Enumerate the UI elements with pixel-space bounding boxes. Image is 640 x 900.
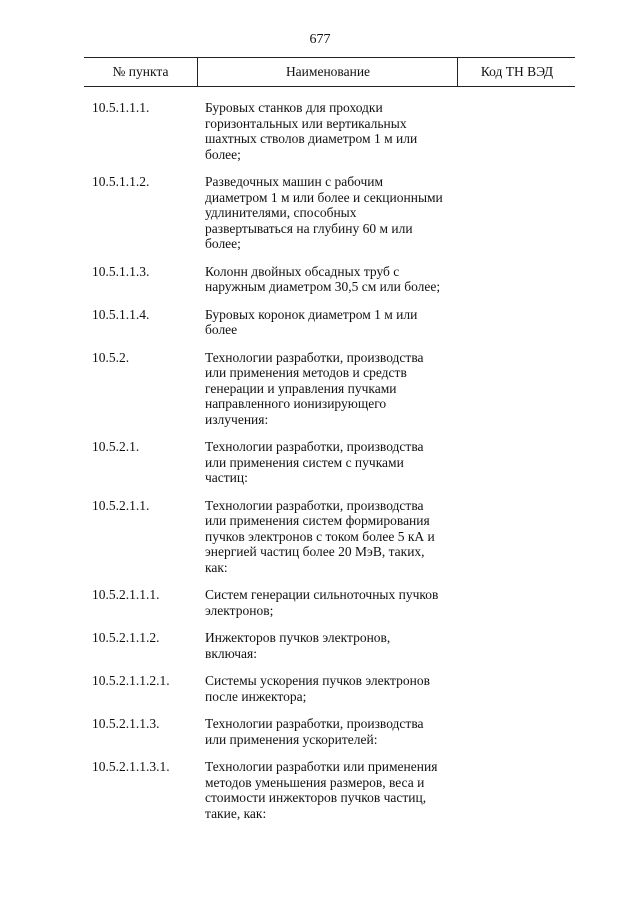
table-row	[0, 716, 640, 747]
row-name: Технологии разработки или применения методов уменьшения размеров, веса и стоимости инжекторов пучков частиц, такие, как:	[205, 759, 438, 821]
row-number: 10.5.2.1.1.3.1.	[92, 759, 170, 774]
header-code: Код ТН ВЭД	[457, 58, 576, 86]
row-number: 10.5.1.1.3.	[92, 263, 150, 279]
table-row	[0, 264, 640, 295]
row-name: Разведочных машин с рабочим диаметром 1 м или более и секционными удлинителями, способных развертываться на глубину 60 м или более;	[205, 174, 443, 251]
row-number: 10.5.2.1.1.1.	[92, 587, 160, 602]
table-row	[0, 498, 640, 576]
header-item-number: № пункта	[112, 64, 169, 79]
row-number: 10.5.2.1.	[92, 439, 140, 454]
row-number: 10.5.1.1.1.	[92, 100, 150, 115]
page-number: 677	[309, 32, 331, 47]
table-row	[0, 307, 640, 338]
row-name: Систем генерации сильноточных пучков электронов;	[205, 587, 439, 618]
table-row	[0, 174, 640, 252]
table-row	[0, 350, 640, 428]
table-row	[0, 587, 640, 618]
table-body	[0, 100, 640, 833]
row-number: 10.5.1.1.4.	[92, 306, 150, 322]
row-number: 10.5.2.1.1.2.	[92, 630, 160, 645]
row-name: Буровых коронок диаметром 1 м или более	[205, 306, 418, 337]
table-row	[0, 673, 640, 704]
row-name: Технологии разработки, производства или применения систем формирования пучков электронов с током более 5 кА и энергией частиц более 20 МэВ, таких, как:	[205, 497, 435, 575]
row-name: Колонн двойных обсадных труб с наружным диаметром 30,5 см или более;	[205, 263, 441, 294]
table-row	[0, 439, 640, 486]
row-name: Буровых станков для проходки горизонтальных или вертикальных шахтных стволов диаметром 1 м или более;	[205, 100, 418, 162]
table-header	[84, 57, 575, 87]
table-row	[0, 630, 640, 661]
row-name: Инжекторов пучков электронов, включая:	[205, 630, 391, 661]
row-number: 10.5.1.1.2.	[92, 174, 150, 189]
table-row	[0, 100, 640, 162]
row-number: 10.5.2.1.1.	[92, 497, 150, 513]
row-number: 10.5.2.	[92, 349, 130, 365]
row-name: Технологии разработки, производства или применения ускорителей:	[205, 716, 424, 747]
row-name: Технологии разработки, производства или применения методов и средств генерации и управления пучками направленного ионизирующего излучения:	[205, 349, 424, 427]
row-name: Технологии разработки, производства или применения систем с пучками частиц:	[205, 439, 424, 485]
header-name: Наименование	[197, 58, 458, 86]
row-number: 10.5.2.1.1.3.	[92, 716, 160, 731]
table-row	[0, 759, 640, 821]
row-name: Системы ускорения пучков электронов после инжектора;	[205, 673, 430, 704]
row-number: 10.5.2.1.1.2.1.	[92, 673, 170, 688]
